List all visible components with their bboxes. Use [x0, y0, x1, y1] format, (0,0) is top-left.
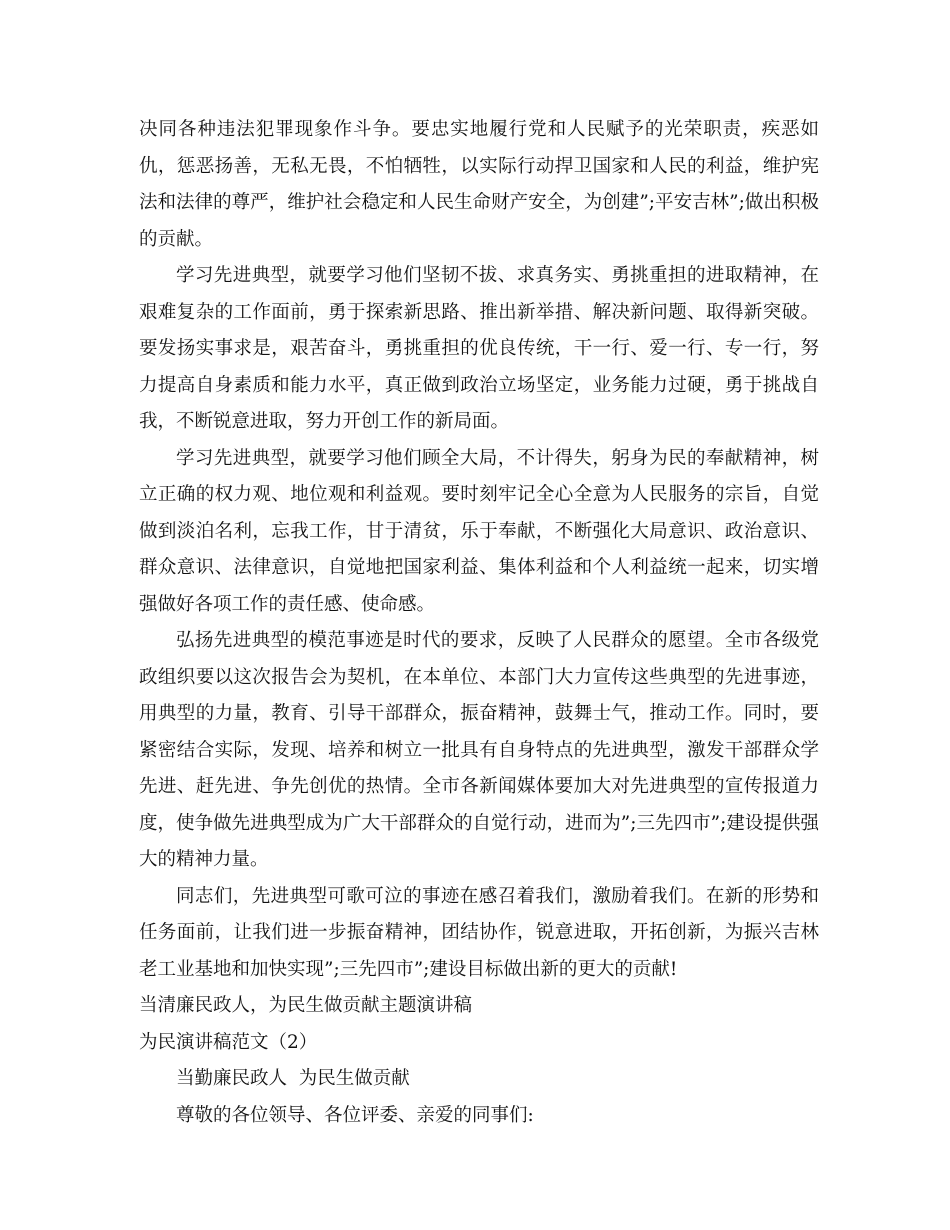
speech-subheading: 为民演讲稿范文（2）: [139, 1031, 318, 1053]
paragraph-promote-models: 弘扬先进典型的模范事迹是时代的要求，反映了人民群众的愿望。全市各级党政组织要以这次报告会为契机，在本单位、本部门大力宣传这些典型的先进事迹，用典型的力量，教育、引导干部群众，振奋精神，鼓舞士气，推动工作。同时，要紧密结合实际，发现、培养和树立一批具有自身特点的先进典型，激发干部群众学先进、赶先进、争先创优的热情。全市各新闻媒体要加大对先进典型的宣传报道力度，使争做先进典型成为广大干部群众的自觉行动，进而为”;三先四市”;建设提供强大的精神力量。: [139, 630, 819, 870]
speech-heading: 当清廉民政人，为民生做贡献主题演讲稿: [139, 995, 473, 1016]
paragraph-dedication-spirit: 学习先进典型，就要学习他们顾全大局，不计得失，躬身为民的奉献精神，树立正确的权力观、地位观和利益观。要时刻牢记全心全意为人民服务的宗旨，自觉做到淡泊名利，忘我工作，甘于清贫，乐于奉献，不断强化大局意识、政治意识、群众意识、法律意识，自觉地把国家利益、集体利益和个人利益统一起来，切实增强做好各项工作的责任感、使命感。: [139, 447, 819, 615]
speech-salutation: 尊敬的各位领导、各位评委、亲爱的同事们:: [176, 1104, 534, 1126]
speech-title: 当勤廉民政人 为民生做贡献: [176, 1068, 410, 1089]
paragraph-continuation: 决同各种违法犯罪现象作斗争。要忠实地履行党和人民赋予的光荣职责，疾恶如仇，惩恶扬善，无私无畏，不怕牺牲，以实际行动捍卫国家和人民的利益，维护宪法和法律的尊严，维护社会稳定和人民生命财产安全，为创建”;平安吉林”;做出积极的贡献。: [139, 119, 819, 250]
paragraph-closing-call: 同志们，先进典型可歌可泣的事迹在感召着我们，激励着我们。在新的形势和任务面前，让我们进一步振奋精神，团结协作，锐意进取，开拓创新，为振兴吉林老工业基地和加快实现”;三先四市”;建设目标做出新的更大的贡献!: [139, 885, 819, 980]
document-body: [139, 112, 819, 1134]
paragraph-enterprising-spirit: 学习先进典型，就要学习他们坚韧不拔、求真务实、勇挑重担的进取精神，在艰难复杂的工作面前，勇于探索新思路、推出新举措、解决新问题、取得新突破。要发扬实事求是，艰苦奋斗，勇挑重担的优良传统，干一行、爱一行、专一行，努力提高自身素质和能力水平，真正做到政治立场坚定，业务能力过硬，勇于挑战自我，不断锐意进取，努力开创工作的新局面。: [139, 265, 819, 432]
